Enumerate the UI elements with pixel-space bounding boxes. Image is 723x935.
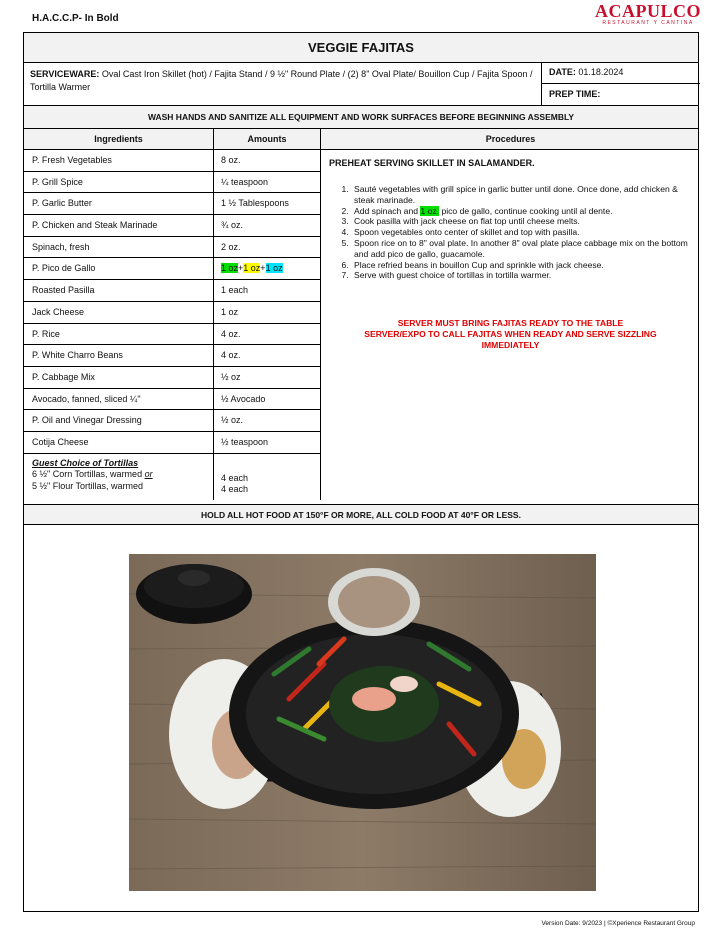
ingredient-row	[24, 193, 321, 215]
ingredient-row	[24, 172, 321, 194]
procedure-step: 5. Spoon rice on to 8" oval plate. In another 8" oval plate place cabbage mix on the bottom and add pico de gallo, guacamole.	[351, 238, 692, 260]
ingredient-amount: 2 oz.	[214, 237, 321, 258]
ingredient-name: P. White Charro Beans	[24, 345, 214, 366]
flour-tortillas: 5 ½" Flour Tortillas, warmed	[32, 480, 144, 491]
procedure-step: 6. Place refried beans in bouillon Cup and sprinkle with jack cheese.	[351, 260, 692, 271]
step-highlight-green: 1 oz.	[420, 205, 440, 216]
amount-highlight-yellow: 1 oz	[243, 263, 261, 274]
ingredient-amount: ½ oz	[214, 367, 321, 388]
procedures-header: Procedures	[485, 134, 536, 144]
ingredient-amount: ¾ oz.	[214, 215, 321, 236]
ingredient-amount: 4 oz.	[214, 345, 321, 366]
ingredient-row	[24, 280, 321, 302]
amount-highlight-cyan: 1 oz	[265, 263, 283, 274]
procedures-cell	[321, 150, 700, 504]
ingredient-name: P. Pico de Gallo	[24, 258, 214, 279]
ingredient-row	[24, 345, 321, 367]
dish-photo	[129, 554, 596, 891]
tortilla-row	[24, 454, 321, 500]
warning-line: SERVER/EXPO TO CALL FAJITAS WHEN READY AND SERVE SIZZLING	[364, 329, 657, 340]
corn-tortillas: 6 ½" Corn Tortillas, warmed	[32, 469, 145, 480]
ingredient-name: P. Chicken and Steak Marinade	[24, 215, 214, 236]
ingredient-name: Spinach, fresh	[24, 237, 214, 258]
ingredient-name: Roasted Pasilla	[24, 280, 214, 301]
tortilla-amounts	[214, 454, 321, 500]
ingredient-amount: 4 oz.	[214, 324, 321, 345]
amount-highlight-green: 1 oz	[221, 263, 239, 274]
prep-time-cell	[542, 84, 700, 106]
ingredient-amount: ½ teaspoon	[214, 432, 321, 453]
haccp-label: H.A.C.C.P- In Bold	[32, 13, 119, 24]
serviceware-row	[24, 63, 698, 106]
ingredient-name: Jack Cheese	[24, 302, 214, 323]
ingredient-amount: 1 ½ Tablespoons	[214, 193, 321, 214]
logo-name: ACAPULCO	[595, 1, 701, 21]
ingredient-amount: 8 oz.	[214, 150, 321, 171]
flour-amount: 4 each	[221, 484, 249, 495]
ingredient-name: P. Cabbage Mix	[24, 367, 214, 388]
ingredient-row	[24, 215, 321, 237]
procedure-step: 4. Spoon vegetables onto center of skillet and top with pasilla.	[351, 227, 692, 238]
ingredient-row	[24, 150, 321, 172]
ingredient-name: P. Rice	[24, 324, 214, 345]
ingredient-row	[24, 237, 321, 259]
ingredient-amount: 1 oz	[214, 302, 321, 323]
ingredient-row	[24, 367, 321, 389]
preheat-instruction: PREHEAT SERVING SKILLET IN SALAMANDER.	[329, 158, 535, 168]
tortilla-heading: Guest Choice of Tortillas	[32, 457, 139, 468]
ingredient-amount: 1 each	[214, 280, 321, 301]
date-value: 01.18.2024	[578, 67, 624, 77]
server-warning	[329, 318, 692, 351]
prep-time-label: PREP TIME:	[549, 89, 601, 99]
plus-sign: +	[260, 263, 266, 274]
ingredient-name: Cotija Cheese	[24, 432, 214, 453]
tortilla-options	[24, 454, 214, 500]
corn-amount: 4 each	[221, 472, 249, 483]
warning-line: SERVER MUST BRING FAJITAS READY TO THE TABLE	[397, 318, 624, 329]
procedure-steps	[329, 184, 692, 281]
procedure-step: 7. Serve with guest choice of tortillas in tortilla warmer.	[351, 270, 692, 281]
ingredient-name: P. Garlic Butter	[24, 193, 214, 214]
acapulco-logo	[595, 2, 701, 26]
ingredient-amount	[214, 258, 321, 279]
serviceware-text: Oval Cast Iron Skillet (hot) / Fajita Stand / 9 ½" Round Plate / (2) 8" Oval Plate/ Bouillon Cup / Fajita Spoon / Tortilla Warmer	[30, 69, 533, 92]
ingredient-name: P. Grill Spice	[24, 172, 214, 193]
ingredient-row	[24, 432, 321, 454]
amounts-header: Amounts	[214, 129, 321, 150]
recipe-title: VEGGIE FAJITAS	[24, 33, 698, 63]
ingredient-amount: ½ Avocado	[214, 389, 321, 410]
table-header	[24, 129, 698, 150]
version-footer: Version Date: 9/2023 | ©Xperience Restaurant Group	[541, 920, 695, 927]
ingredient-amount: ¼ teaspoon	[214, 172, 321, 193]
procedure-step: 3. Cook pasilla with jack cheese on flat top until cheese melts.	[351, 216, 692, 227]
ingredient-name: P. Fresh Vegetables	[24, 150, 214, 171]
date-cell	[542, 63, 700, 84]
ingredient-row	[24, 389, 321, 411]
hold-temperature-note: HOLD ALL HOT FOOD AT 150°F OR MORE, ALL COLD FOOD AT 40°F OR LESS.	[24, 504, 698, 525]
ingredient-name: P. Oil and Vinegar Dressing	[24, 410, 214, 431]
ingredient-amount: ½ oz.	[214, 410, 321, 431]
serviceware-cell	[24, 63, 542, 106]
plus-sign: +	[238, 263, 244, 274]
procedure-step: 1. Sauté vegetables with grill spice in garlic butter until done. Once done, add chicken & steak marinade.	[351, 184, 692, 206]
wash-hands-note: WASH HANDS AND SANITIZE ALL EQUIPMENT AND WORK SURFACES BEFORE BEGINNING ASSEMBLY	[24, 106, 698, 129]
ingredient-row	[24, 302, 321, 324]
date-label: DATE:	[549, 67, 576, 77]
ingredient-row	[24, 324, 321, 346]
ingredient-name: Avocado, fanned, sliced ¼"	[24, 389, 214, 410]
ingredients-header: Ingredients	[24, 129, 214, 150]
warning-line: IMMEDIATELY	[481, 340, 540, 351]
ingredients-table	[24, 150, 321, 500]
ingredient-row	[24, 410, 321, 432]
logo-tagline: RESTAURANT Y CANTINA	[602, 20, 694, 26]
procedure-step: 2. Add spinach and 1 oz. pico de gallo, continue cooking until al dente.	[351, 206, 692, 217]
serviceware-label: SERVICEWARE:	[30, 69, 100, 79]
recipe-card	[23, 32, 699, 912]
ingredient-row	[24, 258, 321, 280]
or-label: or	[144, 469, 153, 480]
